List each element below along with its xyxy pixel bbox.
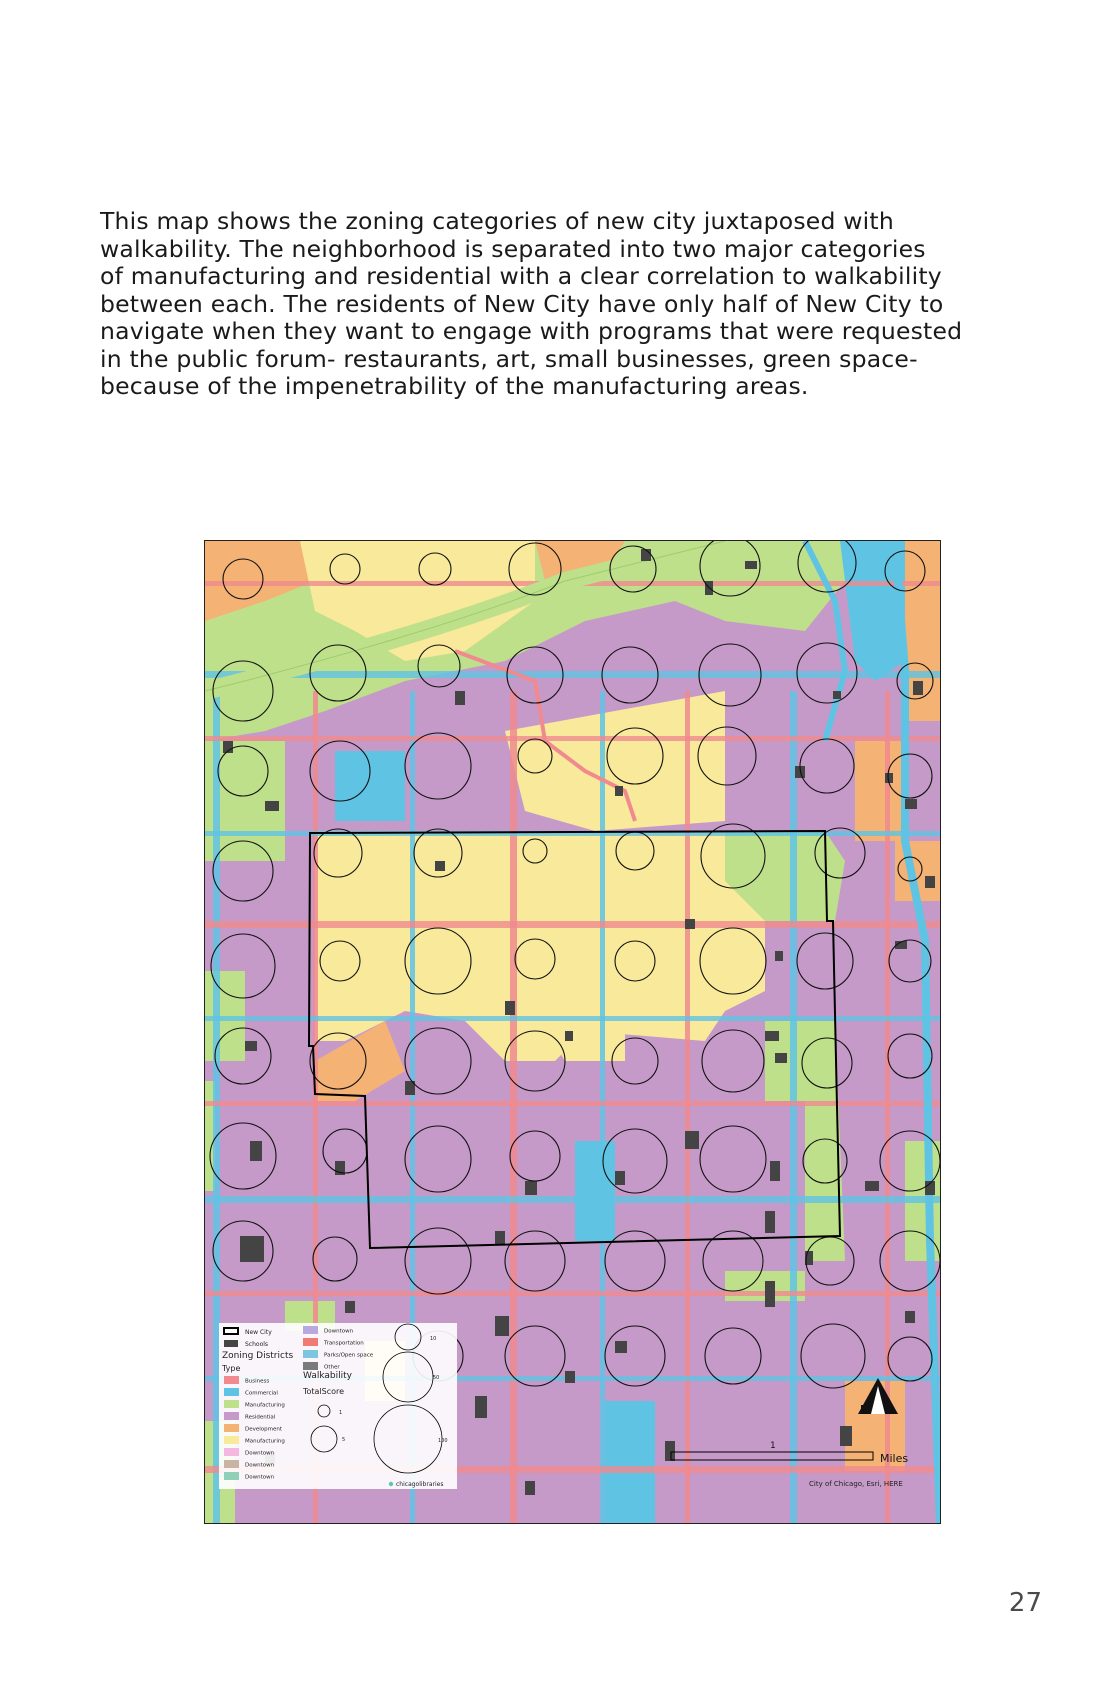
legend-zoning-label: Commercial xyxy=(245,1390,278,1397)
legend-swatch xyxy=(303,1350,318,1358)
school-marker xyxy=(685,919,695,929)
map-description xyxy=(100,208,1000,401)
legend-swatch xyxy=(303,1362,318,1370)
caption-line: between each. The residents of New City have only half of New City to xyxy=(100,289,944,318)
street xyxy=(205,921,940,928)
school-marker xyxy=(615,786,623,796)
legend-zoning-label: Residential xyxy=(245,1414,276,1421)
street xyxy=(205,671,940,678)
school-marker xyxy=(775,1053,787,1063)
school-marker xyxy=(905,1311,915,1323)
legend-circle-label: 10 xyxy=(430,1336,437,1342)
school-marker xyxy=(685,1131,699,1149)
scale-unit: Miles xyxy=(880,1452,909,1465)
legend-swatch xyxy=(224,1400,239,1408)
legend-swatch xyxy=(303,1326,318,1334)
school-marker xyxy=(913,681,923,695)
legend-zoning-label: Other xyxy=(324,1364,340,1371)
school-marker xyxy=(765,1031,779,1041)
caption-line: navigate when they want to engage with programs that were requested xyxy=(100,317,963,345)
legend-zoning-label: Business xyxy=(245,1378,270,1385)
street xyxy=(510,691,517,1523)
legend-swatch xyxy=(224,1472,239,1480)
legend-circle-label: 100 xyxy=(438,1438,448,1444)
legend-swatch xyxy=(224,1448,239,1456)
school-marker xyxy=(745,561,757,569)
caption-line: This map shows the zoning categories of new city juxtaposed with xyxy=(100,207,894,235)
map-legend xyxy=(219,1323,457,1489)
zoning-walkability-map xyxy=(204,540,941,1524)
street xyxy=(205,1016,940,1021)
legend-zoning-label: Downtown xyxy=(245,1462,275,1469)
street xyxy=(600,691,605,1523)
legend-new-city-label: New City xyxy=(245,1329,272,1336)
street xyxy=(205,1196,940,1203)
school-marker xyxy=(665,1441,675,1461)
school-marker xyxy=(865,1181,879,1191)
school-marker xyxy=(245,1041,257,1051)
legend-swatch xyxy=(224,1460,239,1468)
school-marker xyxy=(770,1161,780,1181)
school-marker xyxy=(615,1341,627,1353)
scale-value: 1 xyxy=(770,1441,776,1451)
school-marker xyxy=(775,951,783,961)
school-marker xyxy=(525,1481,535,1495)
school-marker xyxy=(455,691,465,705)
school-marker xyxy=(495,1316,509,1336)
school-marker xyxy=(905,799,917,809)
school-marker xyxy=(840,1426,852,1446)
street xyxy=(790,691,797,1523)
street xyxy=(205,736,940,741)
page-number: 27 xyxy=(1008,1588,1042,1618)
school-marker xyxy=(925,876,935,888)
school-marker xyxy=(525,1181,537,1195)
school-marker xyxy=(250,1141,262,1161)
legend-zoning-label: Transportation xyxy=(324,1340,364,1347)
legend-zoning-label: Parks/Open space xyxy=(324,1352,374,1359)
legend-swatch xyxy=(224,1436,239,1444)
school-marker xyxy=(495,1231,505,1245)
school-marker xyxy=(765,1281,775,1307)
legend-zoning-label: Development xyxy=(245,1426,283,1433)
caption-line: walkability. The neighborhood is separated into two major categories xyxy=(100,234,926,263)
school-marker xyxy=(505,1001,515,1015)
school-marker xyxy=(265,801,279,811)
legend-new-city-swatch xyxy=(224,1328,238,1334)
libraries-dot-icon xyxy=(389,1482,393,1486)
caption-line: because of the impenetrability of the manufacturing areas. xyxy=(100,372,809,400)
legend-type-title: Type xyxy=(222,1364,241,1373)
legend-circle-label: 50 xyxy=(433,1375,440,1381)
legend-swatch xyxy=(303,1338,318,1346)
legend-schools-label: Schools xyxy=(245,1341,269,1348)
school-marker xyxy=(345,1301,355,1313)
street xyxy=(213,691,220,1523)
legend-zoning-label: Downtown xyxy=(245,1474,275,1481)
school-marker xyxy=(435,861,445,871)
legend-zoning-label: Manufacturing xyxy=(245,1438,285,1445)
legend-walkability-title: Walkability xyxy=(303,1371,352,1381)
legend-totalscore-title: TotalScore xyxy=(303,1387,345,1396)
school-marker xyxy=(565,1371,575,1383)
legend-circle-label: 5 xyxy=(342,1437,346,1443)
legend-zoning-label: Downtown xyxy=(245,1450,275,1457)
legend-schools-swatch xyxy=(224,1340,238,1347)
caption-line: of manufacturing and residential with a clear correlation to walkability xyxy=(100,262,942,290)
legend-swatch xyxy=(224,1376,239,1384)
legend-swatch xyxy=(224,1424,239,1432)
school-marker xyxy=(240,1236,264,1262)
map-canvas xyxy=(205,541,940,1523)
legend-zoning-label: Manufacturing xyxy=(245,1402,285,1409)
legend-circle-label: 1 xyxy=(339,1410,343,1416)
street xyxy=(205,1101,940,1106)
legend-swatch xyxy=(224,1388,239,1396)
street xyxy=(205,1291,940,1296)
legend-zoning-title: Zoning Districts xyxy=(222,1351,294,1361)
caption-line: in the public forum- restaurants, art, small businesses, green space- xyxy=(100,344,918,373)
school-marker xyxy=(475,1396,487,1418)
legend-zoning-label: Downtown xyxy=(324,1328,354,1335)
school-marker xyxy=(641,549,651,561)
school-marker xyxy=(833,691,841,699)
school-marker xyxy=(615,1171,625,1185)
legend-swatch xyxy=(224,1412,239,1420)
street xyxy=(685,691,690,1523)
legend-libraries-label: chicagolibraries xyxy=(396,1481,444,1488)
school-marker xyxy=(765,1211,775,1233)
map-attribution: City of Chicago, Esri, HERE xyxy=(809,1480,903,1488)
school-marker xyxy=(565,1031,573,1041)
